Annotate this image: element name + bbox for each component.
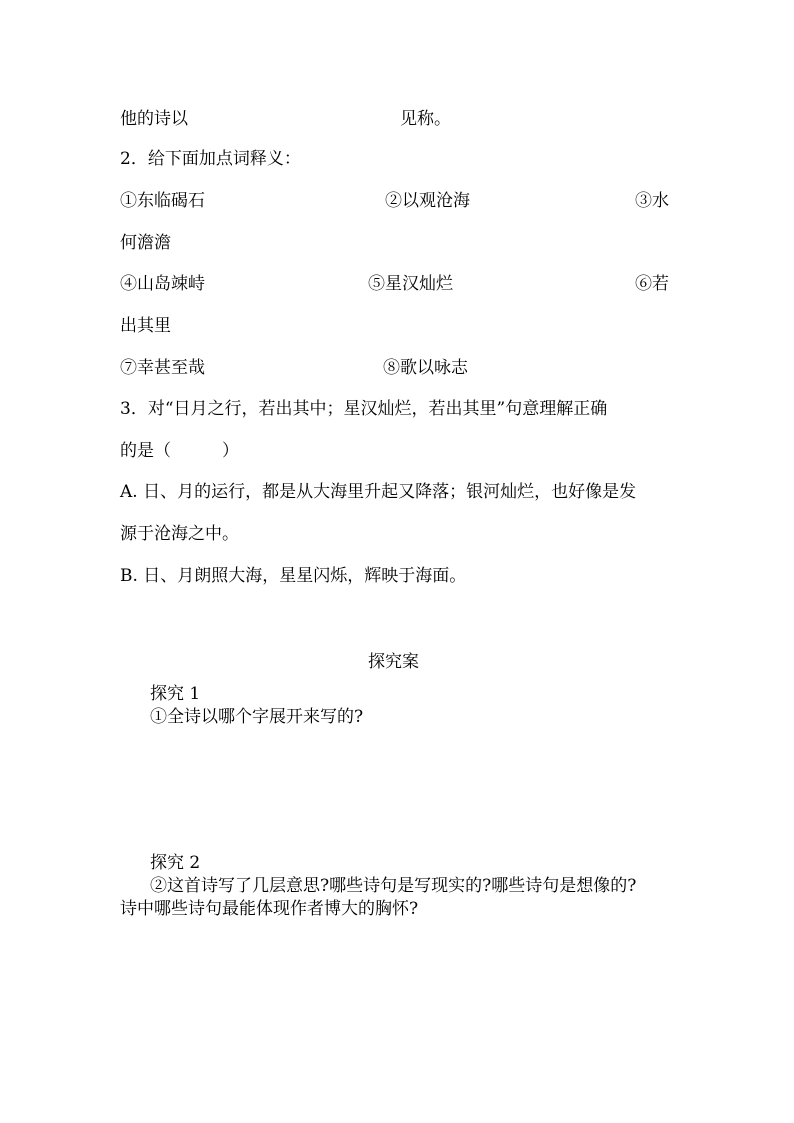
explore-2-question-line2: 诗中哪些诗句最能体现作者博大的胸怀? — [120, 899, 419, 919]
explore-2-question-line1: ②这首诗写了几层意思?哪些诗句是写现实的?哪些诗句是想像的? — [150, 876, 637, 896]
q3-line1: 3．对“日月之行，若出其中；星汉灿烂，若出其里”句意理解正确 — [120, 399, 608, 419]
term-3-part1: ③水 — [635, 191, 669, 211]
intro-right-text: 见称。 — [400, 109, 451, 129]
term-7: ⑦幸甚至哉 — [120, 358, 205, 378]
term-8: ⑧歌以咏志 — [383, 358, 468, 378]
term-6-part2: 出其里 — [120, 316, 171, 336]
term-3-part2: 何澹澹 — [120, 233, 171, 253]
term-4: ④山岛竦峙 — [120, 274, 205, 294]
explore-1-title: 探究 1 — [150, 684, 201, 704]
explore-2-title: 探究 2 — [150, 853, 201, 873]
explore-heading: 探究案 — [368, 652, 419, 672]
explore-1-question: ①全诗以哪个字展开来写的? — [150, 707, 364, 727]
q3-line2: 的是（ ） — [120, 441, 239, 461]
term-1: ①东临碣石 — [120, 191, 205, 211]
option-a-line1: A. 日、月的运行，都是从大海里升起又降落；银河灿烂，也好像是发 — [120, 482, 637, 502]
option-a-line2: 源于沧海之中。 — [120, 524, 239, 544]
term-6-part1: ⑥若 — [635, 274, 669, 294]
option-b: B. 日、月朗照大海，星星闪烁，辉映于海面。 — [120, 566, 467, 586]
intro-left-text: 他的诗以 — [120, 109, 188, 129]
term-2: ②以观沧海 — [385, 191, 470, 211]
term-5: ⑤星汉灿烂 — [368, 274, 453, 294]
q2-title: 2．给下面加点词释义： — [120, 149, 301, 169]
